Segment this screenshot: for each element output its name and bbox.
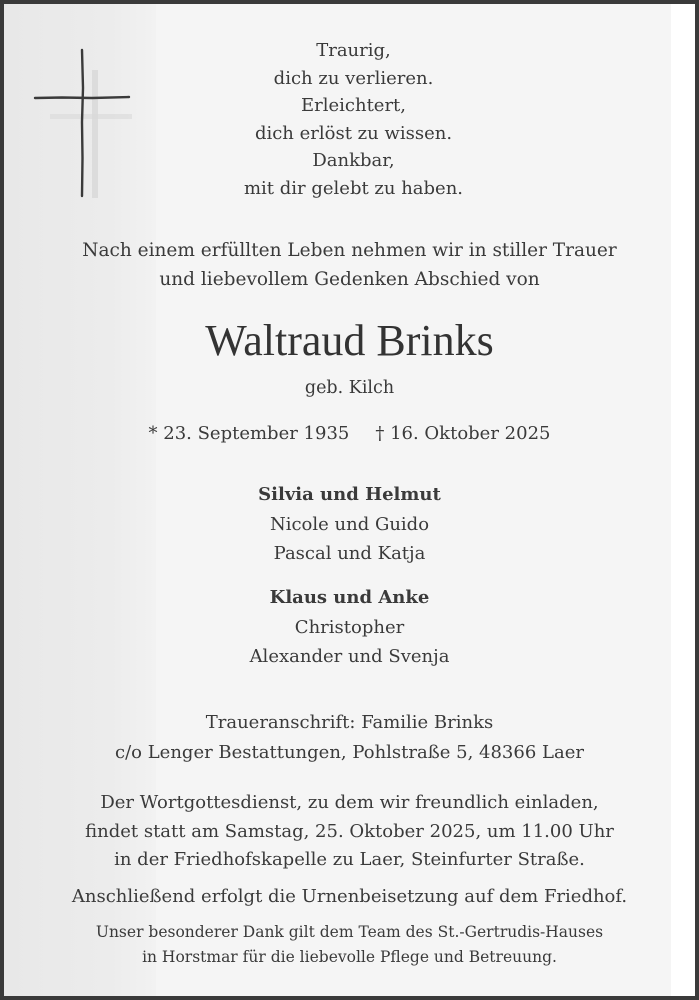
thanks-line: Unser besonderer Dank gilt dem Team des St.-Gertrudis-Hauses — [95, 923, 604, 941]
poem-line: Erleichtert, — [300, 95, 407, 116]
service-line: in der Friedhofskapelle zu Laer, Steinfurter Straße. — [114, 849, 585, 870]
poem-line: dich erlöst zu wissen. — [254, 122, 453, 144]
obituary-content — [4, 4, 695, 996]
death-date: † 16. Oktober 2025 — [375, 423, 551, 444]
poem-line: mit dir gelebt zu haben. — [243, 177, 464, 199]
family-group — [4, 583, 695, 672]
address-line: c/o Lenger Bestattungen, Pohlstraße 5, 48366 Laer — [115, 741, 584, 763]
service-line: Der Wortgottesdienst, zu dem wir freundlich einladen, — [100, 792, 599, 813]
intro-line: und liebevollem Gedenken Abschied von — [159, 269, 540, 290]
family-member: Christopher — [294, 616, 405, 638]
service-line: findet statt am Samstag, 25. Oktober 2025, um 11.00 Uhr — [85, 820, 614, 842]
thanks-note — [4, 920, 695, 970]
intro-line: Nach einem erfüllten Leben nehmen wir in stiller Trauer — [82, 240, 617, 261]
intro-text — [4, 236, 695, 294]
poem-line: Traurig, — [316, 40, 391, 61]
mourning-address — [4, 708, 695, 767]
family-head: Silvia und Helmut — [258, 484, 441, 505]
poem-line: dich zu verlieren. — [273, 67, 434, 89]
family-head: Klaus und Anke — [269, 587, 430, 608]
poem-line: Dankbar, — [312, 150, 395, 171]
address-line: Traueranschrift: Familie Brinks — [205, 712, 494, 733]
life-dates — [4, 420, 695, 448]
family-member: Alexander und Svenja — [249, 646, 450, 667]
thanks-line: in Horstmar für die liebevolle Pflege und Betreuung. — [142, 948, 557, 966]
service-info — [4, 789, 695, 875]
poem — [156, 37, 551, 202]
burial-info: Anschließend erfolgt die Urnenbeisetzung auf dem Friedhof. — [71, 886, 628, 907]
birth-name: geb. Kilch — [304, 378, 395, 398]
family-group — [4, 480, 695, 569]
family-member: Pascal und Katja — [273, 543, 426, 564]
birth-date: * 23. September 1935 — [148, 423, 350, 444]
deceased-name: Waltraud Brinks — [205, 316, 494, 365]
family-member: Nicole und Guido — [269, 513, 430, 535]
